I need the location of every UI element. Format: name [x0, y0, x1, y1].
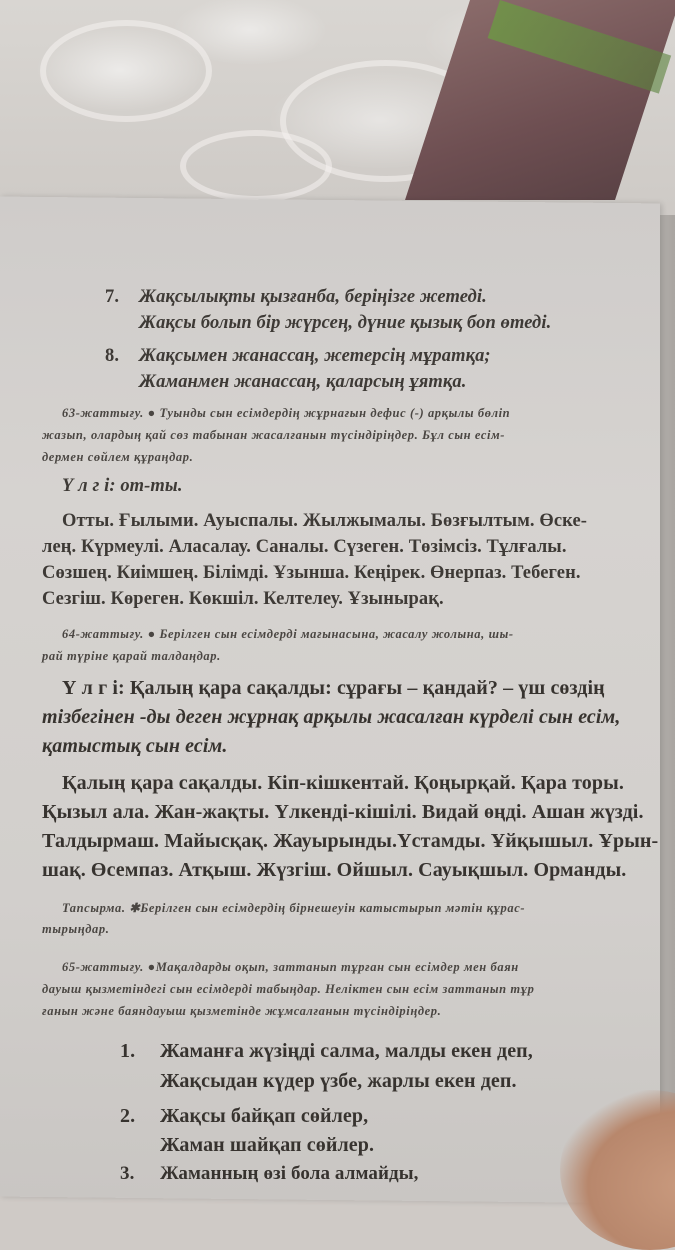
exercise-63-sample: Ү л г і: от-ты. — [62, 476, 183, 496]
exercise-63-words-line-3: Сөзшең. Киімшең. Білімді. Ұзынша. Кеңірек. Өнерпаз. Тебеген. — [42, 563, 581, 583]
exercise-64-words-line-4: шақ. Өсемпаз. Атқыш. Жүзгіш. Ойшыл. Сауықшыл. Орманды. — [42, 859, 627, 881]
ex65-proverb-2-line-1: 2. Жақсы байқап сөйлер, — [120, 1105, 369, 1127]
proverb-8-line-2: Жаманмен жанассаң, қаларсың ұятқа. — [139, 372, 467, 392]
exercise-63-instruction-line-2: жазып, олардың қай сөз табынан жасалғанын түсіндіріңдер. Бұл сын есім- — [42, 428, 506, 442]
exercise-64-sample-line-3: қатыстық сын есім. — [42, 735, 228, 757]
proverb-7-line-2: Жақсы болып бір жүрсең, дүние қызық боп өтеді. — [139, 313, 552, 333]
exercise-65-instruction-line-3: ғанын және баяндауыш қызметінде жұмсалғанын түсіндіріңдер. — [42, 1004, 442, 1018]
exercise-63-instruction-line-1: 63-жаттығу. ● Туынды сын есімдердің жұрнағын дефис (-) арқылы бөліп — [62, 406, 511, 420]
exercise-63-words-line-1: Отты. Ғылыми. Ауыспалы. Жылжымалы. Бөзғылтым. Өске- — [62, 511, 588, 531]
task-instruction-line-1: Тапсырма. ✱Берілген сын есімдердің бірнешеуін катыстырып мәтін құрас- — [62, 901, 526, 915]
exercise-63-instruction-line-3: дермен сөйлем құраңдар. — [42, 450, 194, 464]
ex65-proverb-1-line-2: Жақсыдан күдер үзбе, жарлы екен деп. — [160, 1070, 517, 1092]
exercise-64-instruction-line-2: рай түріне қарай талдаңдар. — [42, 649, 221, 663]
exercise-64-words-line-2: Қызыл ала. Жан-жақты. Үлкенді-кішілі. Видай өңді. Ашан жүзді. — [42, 801, 644, 823]
exercise-63-words-line-4: Сезгіш. Көреген. Көкшіл. Келтелеу. Ұзынырақ. — [42, 589, 444, 609]
exercise-65-instruction-line-1: 65-жаттығу. ●Мақалдарды оқып, заттанып тұрған сын есімдер мен баян — [62, 960, 519, 974]
exercise-64-sample-line-1: Ү л г і: Қалың қара сақалды: сұрағы – қандай? – үш сөздің — [62, 677, 605, 699]
exercise-64-sample-line-2: тізбегінен -ды деген жұрнақ арқылы жасалған күрделі сын есім, — [42, 706, 621, 728]
exercise-64-instruction-line-1: 64-жаттығу. ● Берілген сын есімдерді мағынасына, жасалу жолына, шы- — [62, 627, 514, 641]
task-instruction-line-2: тырыңдар. — [42, 922, 110, 936]
ex65-proverb-2-line-2: Жаман шайқап сөйлер. — [160, 1134, 375, 1156]
proverb-8-line-1: 8. Жақсымен жанассаң, жетерсің мұратқа; — [105, 346, 491, 366]
exercise-63-words-line-2: лең. Күрмеулі. Аласалау. Саналы. Сүзеген. Төзімсіз. Тұлғалы. — [42, 537, 567, 557]
proverb-7-line-1: 7. Жақсылықты қызғанба, беріңізге жетеді. — [105, 287, 487, 307]
exercise-64-words-line-3: Талдырмаш. Майысқақ. Жауырынды.Үстамды. Ұйқышыл. Ұрын- — [42, 830, 659, 852]
exercise-64-words-line-1: Қалың қара сақалды. Кіп-кішкентай. Қоңырқай. Қара торы. — [62, 772, 624, 794]
ex65-proverb-3-line-1: 3. Жаманның өзі бола алмайды, — [120, 1163, 419, 1184]
exercise-65-instruction-line-2: дауыш қызметіндегі сын есімдерді табыңдар. Неліктен сын есім заттанып тұр — [42, 982, 535, 996]
ex65-proverb-1-line-1: 1. Жаманға жүзіңді салма, малды екен деп, — [120, 1040, 533, 1062]
